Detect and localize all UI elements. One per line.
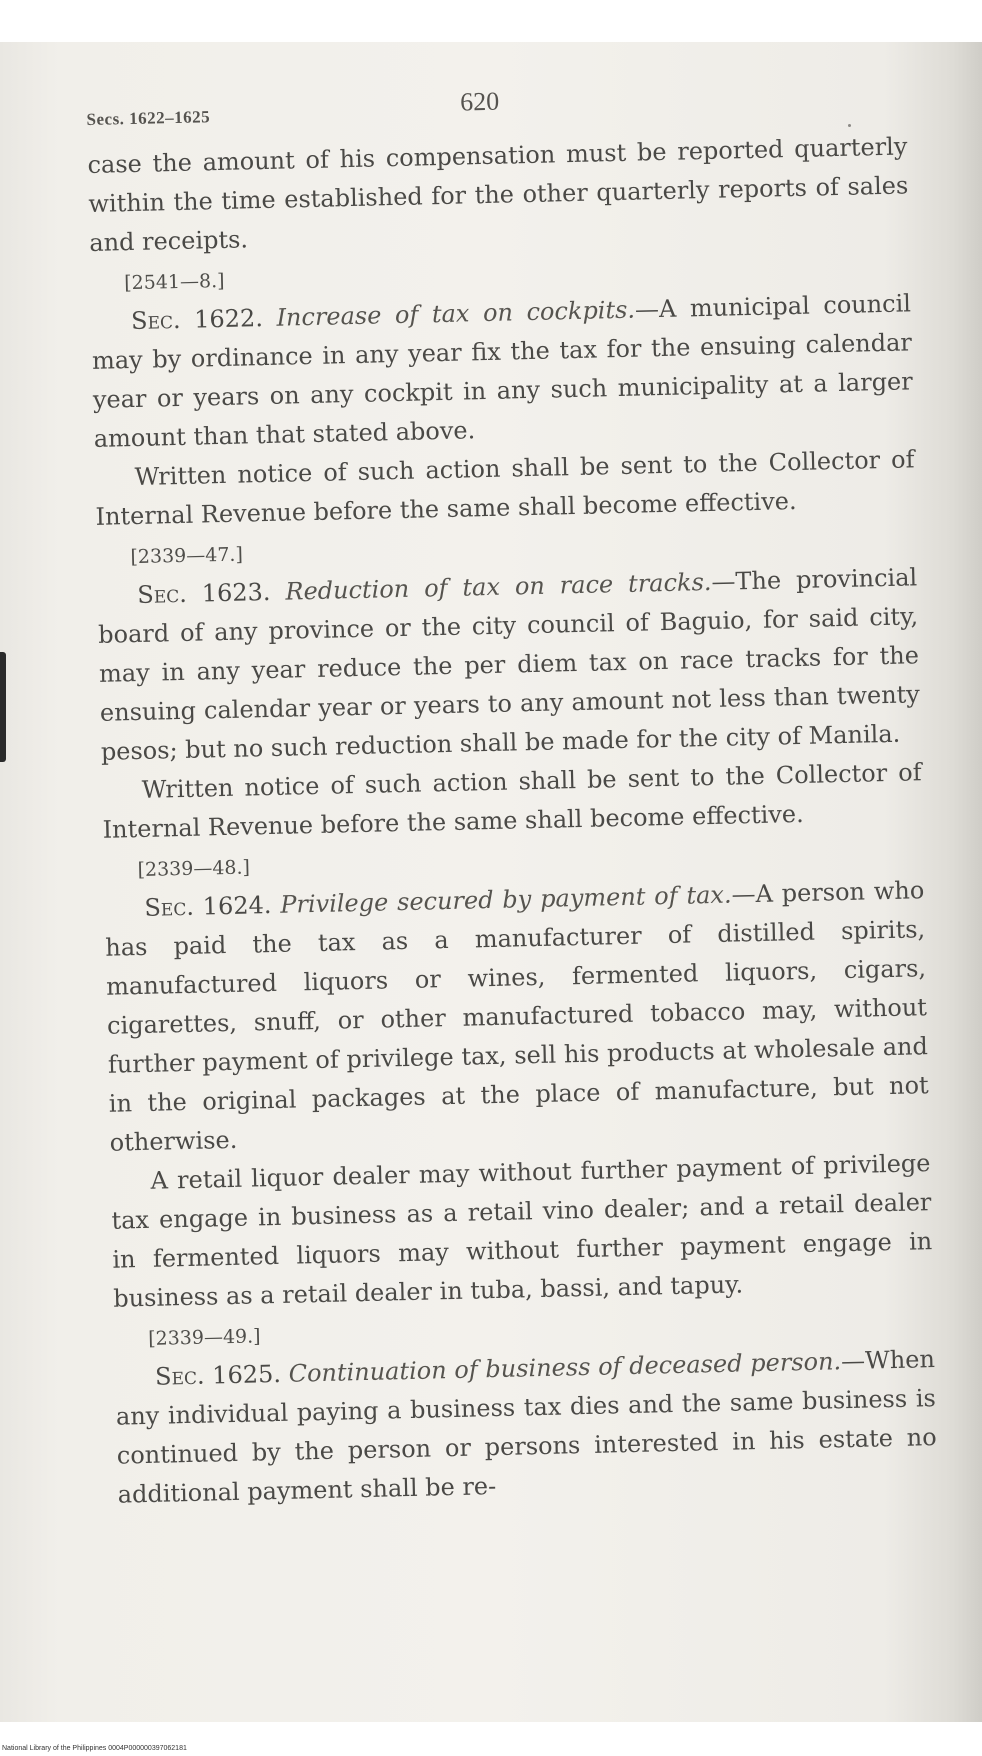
- section-1622-paragraph: [91, 284, 914, 459]
- page-number: 620: [459, 86, 500, 117]
- section-1625-paragraph: [115, 1340, 938, 1515]
- section-1623-paragraph: [97, 558, 921, 772]
- section-1622-notice: Written notice of such action shall be sent to the Collector of Internal Revenue before the same shall become effective.: [95, 445, 915, 531]
- intro-paragraph: case the amount of his compensation must be reported quarterly within the time established for the other quarterly reports of sales and receipts.: [87, 132, 909, 257]
- section-heading: Privilege secured by payment of tax.: [279, 880, 732, 919]
- section-label: Sec. 1623.: [137, 577, 271, 609]
- section-1624-paragraph: [104, 871, 930, 1163]
- section-1624-retail-paragraph: A retail liquor dealer may without further payment of privilege tax engage in business as a retail vino dealer; and a retail dealer in fermented liquors may without further payment engage in business as a retail dealer in tuba, bassi, and tapuy.: [111, 1149, 933, 1313]
- section-heading: Continuation of business of deceased person.: [288, 1347, 842, 1388]
- binding-edge-mark: [0, 652, 6, 762]
- section-range-header: Secs. 1622–1625: [86, 107, 211, 129]
- page-text-block: [86, 77, 938, 1514]
- section-body: —A person who has paid the tax as a manufacturer of distilled spirits, manufactured liquors or wines, fermented liquors, cigars, cigarettes, snuff, or other manufactured tobacco may, without further payment of privilege tax, sell his products at wholesale and in the original packages at the place of manufacture, but not otherwise.: [105, 876, 929, 1157]
- citation-1625: [2339—49.]: [147, 1325, 261, 1350]
- section-label: Sec. 1625.: [154, 1359, 282, 1391]
- section-body: —When any individual paying a business tax dies and the same business is continued by the person or persons interested in his estate no additional payment shall be re-: [115, 1345, 937, 1509]
- section-1623-notice: Written notice of such action shall be sent to the Collector of Internal Revenue before the same shall become effective.: [102, 758, 922, 844]
- section-label: Sec. 1624.: [144, 891, 272, 922]
- section-label: Sec. 1622.: [130, 304, 264, 336]
- citation-1622: [2541—8.]: [124, 269, 225, 295]
- citation-1623: [2339—47.]: [130, 543, 244, 569]
- section-heading: Reduction of tax on race tracks.: [285, 567, 712, 606]
- section-heading: Increase of tax on cockpits.: [276, 295, 636, 332]
- section-body: —A municipal council may by ordinance in any year fix the tax for the ensuing calendar year or years on any cockpit in any such municipality at a larger amount than that stated above.: [91, 289, 914, 453]
- citation-1624: [2339—48.]: [137, 856, 251, 882]
- library-footer: National Library of the Philippines 0004P000000397062181: [2, 1745, 187, 1752]
- section-body: —The provincial board of any province or the city council of Baguio, for said city, may in any year reduce the per diem tax on race tracks for the ensuing calendar year or years to any amount not less than twenty pesos; but no such reduction shall be made for the city of Manila.: [97, 563, 921, 766]
